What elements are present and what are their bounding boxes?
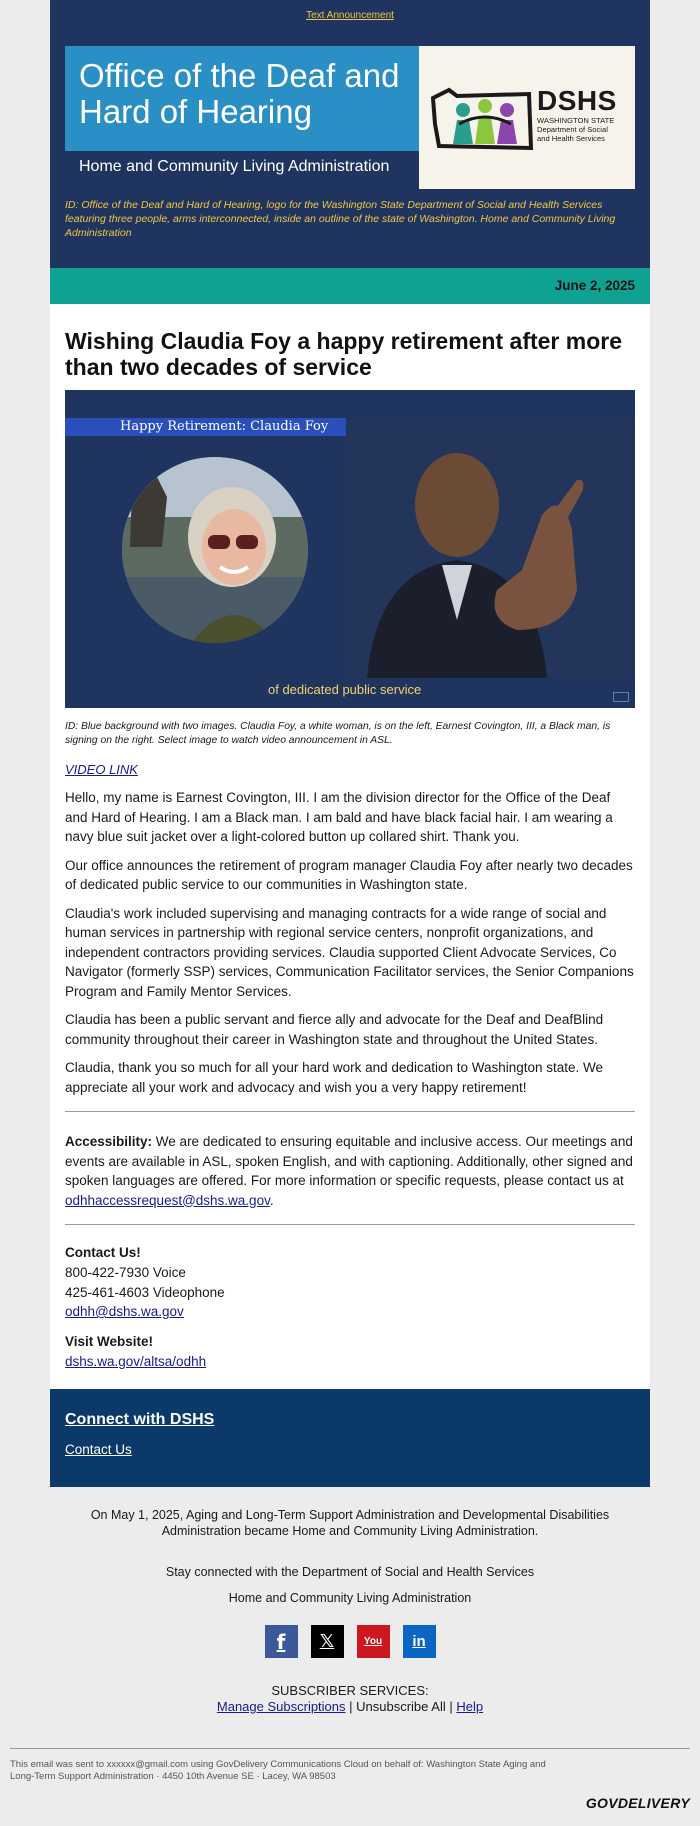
access-request-email-link[interactable]: odhhaccessrequest@dshs.wa.gov (65, 1192, 270, 1208)
odhh-banner (65, 46, 635, 189)
divider (65, 1111, 635, 1112)
claudia-photo (122, 457, 308, 643)
dshs-line3: and Health Services (537, 134, 605, 143)
legal-text: This email was sent to xxxxxx@gmail.com using GovDelivery Communications Cloud on behalf of: Washington State Aging and Long-Term Support Administration · 4450 10th Avenue SE · Lacey, WA 98503 (10, 1759, 546, 1782)
paragraph: Claudia, thank you so much for all your hard work and dedication to Washington state. We appreciate all your work and advocacy and wish you a very happy retirement! (65, 1060, 604, 1095)
videophone-number: 425-461-4603 Videophone (65, 1284, 225, 1300)
text-announcement-link[interactable]: Text Announcement (306, 10, 394, 21)
unsubscribe-all-text[interactable]: Unsubscribe All (356, 1699, 446, 1714)
top-link-wrap (50, 10, 650, 21)
paragraph: Hello, my name is Earnest Covington, III. I am the division director for the Office of the Deaf and Hard of Hearing. I am a Black man. I am bald and have black facial hair. I am wearing a navy blue suit jacket over a light-colored button up collared shirt. Thank you. (65, 790, 613, 844)
contact-email-wrap (65, 1302, 635, 1322)
facebook-icon[interactable] (265, 1625, 298, 1658)
social-links (0, 1625, 700, 1658)
stay-connected-text: Stay connected with the Department of Social and Health Services (165, 1565, 535, 1579)
linkedin-icon[interactable] (403, 1625, 436, 1658)
dshs-line2: Department of Social (537, 125, 608, 134)
dshs-logo-panel (419, 46, 635, 189)
separator: | (345, 1699, 357, 1714)
accessibility-end: . (269, 1192, 274, 1208)
header-image-description: ID: Office of the Deaf and Hard of Hearing, logo for the Washington State Department of Social and Health Services featuring three people, arms interconnected, inside an outline of the state of Washington. Home and Community Living Administration (65, 199, 616, 239)
issue-date: June 2, 2025 (554, 278, 635, 293)
paragraph: Our office announces the retirement of program manager Claudia Foy after nearly two decades of dedicated public service to our communities in Washington state. (65, 857, 633, 892)
paragraph: Claudia's work included supervising and managing contracts for a wide range of social and human services in partnership with regional service centers, nonprofit organizations, and independent contractors providing services. Claudia supported Client Advocate Services, Co Navigator (formerly SSP) services, Communication Facilitator services, the Senior Companions Program and Family Mentor Services. (65, 905, 634, 999)
website-wrap (65, 1352, 635, 1372)
connect-contact-us-link[interactable]: Contact Us (65, 1442, 132, 1457)
linkedin-glyph: in (412, 1633, 426, 1650)
banner-subtitle: Home and Community Living Administration (79, 158, 390, 175)
contact-email-link[interactable]: odhh@dshs.wa.gov (65, 1304, 184, 1319)
contact-heading: Contact Us! (65, 1245, 141, 1260)
x-icon[interactable] (311, 1625, 344, 1658)
divider (65, 1224, 635, 1225)
subscriber-links (0, 1699, 700, 1714)
paragraph: Claudia has been a public servant and fierce ally and advocate for the Deaf and DeafBlind community throughout their career in Washington state and throughout the United States. (65, 1012, 604, 1047)
hcla-text: Home and Community Living Administration (228, 1591, 472, 1605)
main-content (50, 304, 650, 1389)
youtube-icon[interactable] (357, 1625, 390, 1658)
youtube-glyph: You (363, 1636, 383, 1647)
hero-banner: Happy Retirement: Claudia Foy (65, 418, 346, 436)
claudia-portrait-icon (122, 457, 308, 643)
subscriber-services-label: SUBSCRIBER SERVICES: (271, 1683, 429, 1698)
hero-caption: of dedicated public service (268, 682, 422, 697)
help-link[interactable]: Help (456, 1699, 484, 1714)
facebook-glyph: f (276, 1629, 286, 1654)
connect-with-dshs-link[interactable]: Connect with DSHS (65, 1411, 215, 1428)
website-link[interactable]: dshs.wa.gov/altsa/odhh (65, 1353, 207, 1369)
email-container (50, 0, 650, 1487)
banner-blue-panel (65, 46, 419, 189)
earnest-signing-photo (347, 420, 635, 678)
dshs-line1: WASHINGTON STATE (537, 116, 615, 125)
website-heading: Visit Website! (65, 1333, 154, 1349)
administration-change-note: On May 1, 2025, Aging and Long-Term Support Administration and Developmental Disabilities Administration became Home and Community Living Administration. (90, 1508, 610, 1538)
video-link-wrap (65, 762, 635, 777)
video-link[interactable]: VIDEO LINK (65, 762, 138, 777)
email-footer (0, 1507, 700, 1783)
x-glyph: 𝕏 (319, 1631, 335, 1652)
washington-people-icon (429, 84, 537, 156)
dshs-wordmark (537, 86, 617, 143)
accessibility-text: We are dedicated to ensuring equitable and inclusive access. Our meetings and events are available in ASL, spoken English, and with captioning. Additionally, other signed and spoken languages are offered. For more information or specific requests, please contact us at (65, 1134, 633, 1188)
legal-divider (10, 1748, 690, 1749)
voice-number: 800-422-7930 Voice (65, 1265, 186, 1280)
hero-image-description: ID: Blue background with two images. Claudia Foy, a white woman, is on the left, Earnest Covington, III, a Black man, is signing on the right. Select image to watch video announcement in ASL. (65, 721, 611, 746)
govdelivery-logo: GOVDELIVERY (585, 1795, 690, 1811)
asl-badge-icon (613, 692, 629, 702)
dshs-big: DSHS (537, 85, 617, 116)
separator: | (445, 1699, 457, 1714)
hero-video-image[interactable] (65, 390, 635, 708)
banner-title: Office of the Deaf and Hard of Hearing (79, 57, 400, 130)
accessibility-label: Accessibility: (65, 1134, 153, 1149)
signer-portrait-icon (347, 420, 635, 678)
connect-section (50, 1389, 650, 1487)
accessibility-statement (65, 1132, 635, 1210)
manage-subscriptions-link[interactable]: Manage Subscriptions (216, 1699, 346, 1714)
article-title: Wishing Claudia Foy a happy retirement after more than two decades of service (65, 328, 623, 380)
email-header (50, 0, 650, 268)
date-bar (50, 268, 650, 304)
